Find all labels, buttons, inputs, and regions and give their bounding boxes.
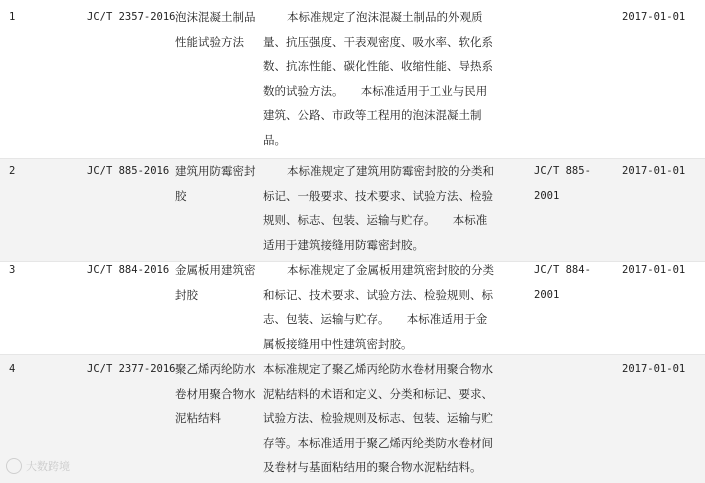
replaced-standard xyxy=(534,159,591,208)
description-line: 泥粘结料的术语和定义、分类和标记、要求、 xyxy=(263,386,493,401)
description-line: 属板接缝用中性建筑密封胶。 xyxy=(263,336,413,351)
standard-code: JC/T 885-2016 xyxy=(87,165,170,177)
standard-title xyxy=(175,258,263,307)
row-number: 1 xyxy=(9,11,16,23)
standard-title xyxy=(175,5,263,54)
description-line: 量、抗压强度、干表观密度、吸水率、软化系 xyxy=(263,34,493,49)
description-line: 本标准规定了建筑用防霉密封胶的分类和 xyxy=(287,164,494,178)
effective-date: 2017-01-01 xyxy=(622,11,686,23)
description-line: 志、包装、运输与贮存。 本标准适用于金 xyxy=(263,312,488,326)
description-line: 本标准规定了金属板用建筑密封胶的分类 xyxy=(287,263,494,277)
description-line: 建筑、公路、市政等工程用的泡沫混凝土制 xyxy=(263,108,482,122)
title-line: 封胶 xyxy=(175,287,198,302)
watermark xyxy=(6,458,70,474)
replaced-line: 2001 xyxy=(534,288,560,301)
description-line: 存等。本标准适用于聚乙烯丙纶类防水卷材间 xyxy=(263,435,493,450)
table-row xyxy=(0,262,705,354)
standard-code: JC/T 884-2016 xyxy=(87,264,170,276)
standard-title xyxy=(175,357,263,431)
description-line: 和标记、技术要求、试验方法、检验规则、标 xyxy=(263,287,493,302)
replaced-line: JC/T 884- xyxy=(534,264,591,276)
watermark-text: 大数跨境 xyxy=(26,460,70,473)
replaced-line: 2001 xyxy=(534,189,560,202)
description-line: 试验方法、检验规则及标志、包装、运输与贮 xyxy=(263,411,493,425)
description-line: 数的试验方法。 本标准适用于工业与民用 xyxy=(263,83,488,98)
standard-code: JC/T 2377-2016 xyxy=(87,363,176,375)
title-line: 泥粘结料 xyxy=(175,411,221,425)
replaced-standard xyxy=(534,258,591,307)
table-row xyxy=(0,159,705,261)
standard-description xyxy=(263,258,525,356)
description-line: 本标准规定了泡沫混凝土制品的外观质 xyxy=(287,10,483,24)
row-number: 3 xyxy=(9,264,16,276)
effective-date: 2017-01-01 xyxy=(622,363,686,375)
title-line: 泡沫混凝土制品 xyxy=(175,10,256,24)
title-line: 聚乙烯丙纶防水 xyxy=(175,362,256,376)
standard-code: JC/T 2357-2016 xyxy=(87,11,176,23)
effective-date: 2017-01-01 xyxy=(622,165,686,177)
title-line: 胶 xyxy=(175,188,187,203)
description-line: 标记、一般要求、技术要求、试验方法、检验 xyxy=(263,188,493,203)
description-line: 及卷材与基面粘结用的聚合物水泥粘结料。 xyxy=(263,460,482,474)
standard-description xyxy=(263,5,525,152)
standard-description xyxy=(263,159,525,257)
description-line: 本标准规定了聚乙烯丙纶防水卷材用聚合物水 xyxy=(263,362,493,376)
description-line: 规则、标志、包装、运输与贮存。 本标准 xyxy=(263,213,488,227)
table-row xyxy=(0,0,705,158)
replaced-line: JC/T 885- xyxy=(534,165,591,177)
description-line: 适用于建筑接缝用防霉密封胶。 xyxy=(263,237,424,252)
standard-title xyxy=(175,159,263,208)
description-line: 数、抗冻性能、碳化性能、收缩性能、导热系 xyxy=(263,59,493,73)
title-line: 金属板用建筑密 xyxy=(175,263,256,277)
row-number: 4 xyxy=(9,363,16,375)
description-line: 品。 xyxy=(263,132,286,147)
watermark-logo-icon xyxy=(6,458,22,474)
standard-description xyxy=(263,357,525,480)
row-number: 2 xyxy=(9,165,16,177)
effective-date: 2017-01-01 xyxy=(622,264,686,276)
title-line: 性能试验方法 xyxy=(175,34,244,49)
title-line: 卷材用聚合物水 xyxy=(175,386,256,401)
title-line: 建筑用防霉密封 xyxy=(175,164,256,178)
table-row xyxy=(0,355,705,483)
